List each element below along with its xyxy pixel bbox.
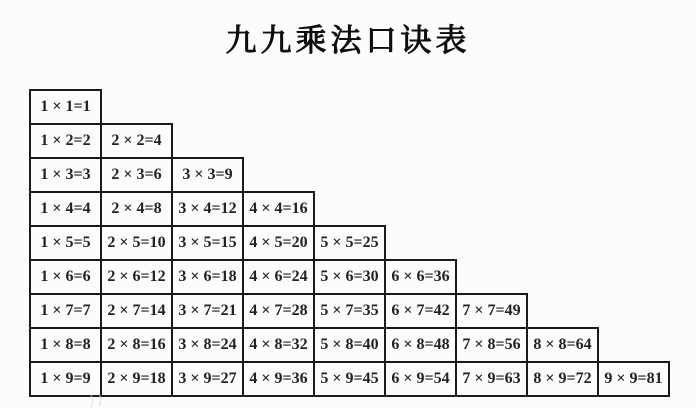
- table-cell: 6 × 9=54: [384, 361, 457, 397]
- table-cell: 7 × 8=56: [455, 327, 528, 363]
- table-row: [29, 89, 670, 125]
- watermark-fragment: [84, 393, 126, 408]
- table-cell: 2 × 9=18: [100, 361, 173, 397]
- table-cell: 4 × 4=16: [242, 191, 315, 227]
- table-cell: 1 × 9=9: [29, 361, 102, 397]
- table-cell: 1 × 4=4: [29, 191, 102, 227]
- table-cell: 2 × 8=16: [100, 327, 173, 363]
- table-cell: 4 × 5=20: [242, 225, 315, 261]
- table-cell: 6 × 6=36: [384, 259, 457, 295]
- table-cell: 3 × 4=12: [171, 191, 244, 227]
- table-row: [29, 123, 670, 159]
- table-cell: 3 × 6=18: [171, 259, 244, 295]
- table-cell: 3 × 8=24: [171, 327, 244, 363]
- table-row: [29, 327, 670, 363]
- table-cell: 2 × 5=10: [100, 225, 173, 261]
- multiplication-table: [29, 89, 670, 397]
- table-row: [29, 361, 670, 397]
- table-cell: 2 × 4=8: [100, 191, 173, 227]
- table-cell: 5 × 7=35: [313, 293, 386, 329]
- table-cell: 2 × 2=4: [100, 123, 173, 159]
- table-cell: 1 × 1=1: [29, 89, 102, 125]
- table-row: [29, 259, 670, 295]
- table-cell: 1 × 8=8: [29, 327, 102, 363]
- table-cell: 1 × 7=7: [29, 293, 102, 329]
- table-cell: 2 × 6=12: [100, 259, 173, 295]
- page-title: 九九乘法口诀表: [225, 23, 471, 58]
- table-row: [29, 225, 670, 261]
- table-cell: 1 × 3=3: [29, 157, 102, 193]
- table-cell: 3 × 3=9: [171, 157, 244, 193]
- table-cell: 6 × 8=48: [384, 327, 457, 363]
- table-cell: 3 × 7=21: [171, 293, 244, 329]
- table-cell: 7 × 9=63: [455, 361, 528, 397]
- table-cell: 9 × 9=81: [597, 361, 670, 397]
- table-cell: 1 × 6=6: [29, 259, 102, 295]
- table-cell: 2 × 7=14: [100, 293, 173, 329]
- table-cell: 5 × 5=25: [313, 225, 386, 261]
- table-cell: 5 × 6=30: [313, 259, 386, 295]
- table-cell: 4 × 8=32: [242, 327, 315, 363]
- table-cell: 5 × 9=45: [313, 361, 386, 397]
- table-cell: 7 × 7=49: [455, 293, 528, 329]
- table-row: [29, 191, 670, 227]
- table-cell: 4 × 9=36: [242, 361, 315, 397]
- table-cell: 6 × 7=42: [384, 293, 457, 329]
- table-row: [29, 157, 670, 193]
- table-cell: 8 × 8=64: [526, 327, 599, 363]
- table-cell: 4 × 6=24: [242, 259, 315, 295]
- table-cell: 3 × 5=15: [171, 225, 244, 261]
- table-cell: 2 × 3=6: [100, 157, 173, 193]
- table-cell: 1 × 2=2: [29, 123, 102, 159]
- table-row: [29, 293, 670, 329]
- table-cell: 1 × 5=5: [29, 225, 102, 261]
- table-cell: 4 × 7=28: [242, 293, 315, 329]
- table-cell: 5 × 8=40: [313, 327, 386, 363]
- table-cell: 3 × 9=27: [171, 361, 244, 397]
- table-cell: 8 × 9=72: [526, 361, 599, 397]
